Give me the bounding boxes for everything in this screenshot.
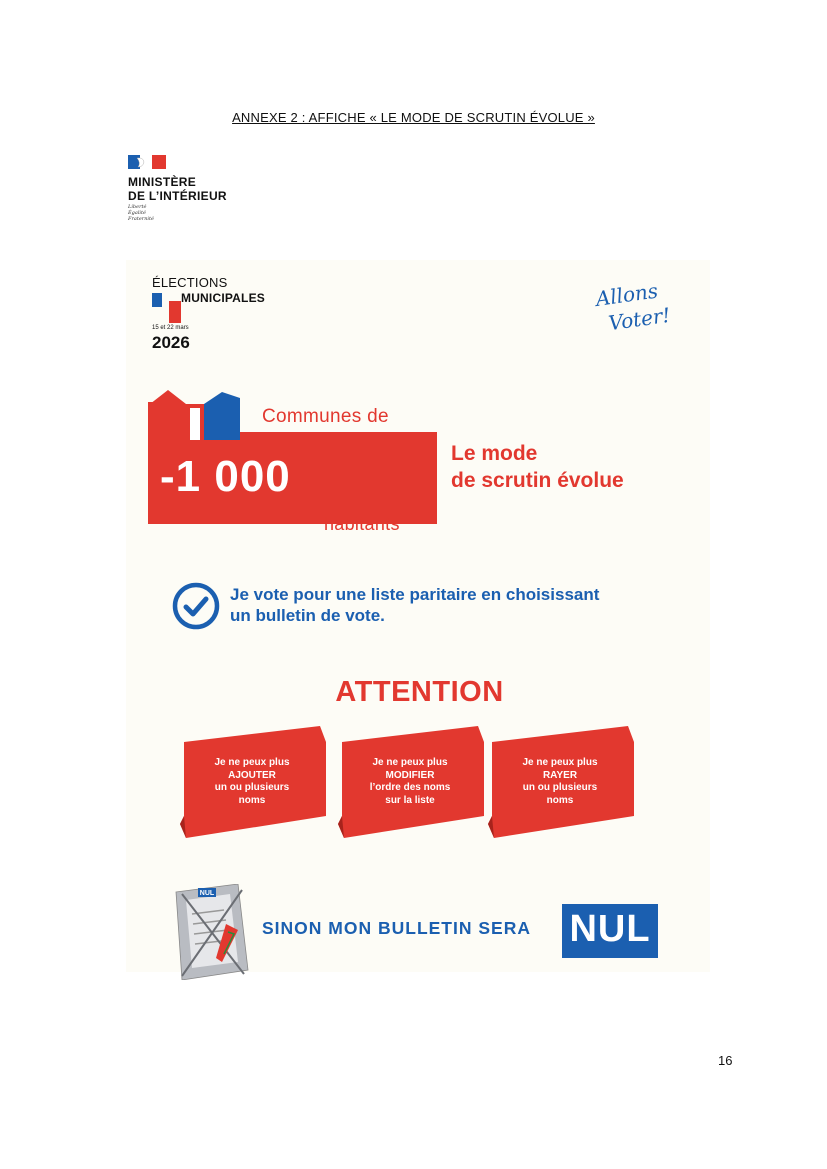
ribbon-ajouter-line1: Je ne peux plus	[214, 757, 290, 768]
ribbon-rayer-line1: Je ne peux plus	[522, 757, 598, 768]
ballot-label: NUL	[199, 890, 215, 897]
ribbon-ajouter-line3: un ou plusieurs	[214, 782, 290, 793]
ribbon-modifier-line1: Je ne peux plus	[372, 757, 448, 768]
headline	[451, 440, 624, 494]
ribbon-modifier-text	[350, 757, 470, 807]
attention-title: ATTENTION	[335, 676, 504, 708]
ribbon-rayer-text	[500, 757, 620, 807]
vote-instruction-line2: un bulletin de vote.	[230, 606, 385, 625]
headline-line1: Le mode	[451, 442, 538, 465]
ribbon-ajouter-line2: AJOUTER	[228, 769, 276, 781]
elections-label: ÉLECTIONS	[152, 275, 228, 290]
annexe-title: ANNEXE 2 : AFFICHE « LE MODE DE SCRUTIN ÉVOLUE »	[232, 110, 595, 125]
municipales-label: MUNICIPALES	[181, 291, 265, 305]
motto-egalite: Égalité	[128, 210, 146, 216]
motto-fraternite: Fraternité	[128, 216, 154, 222]
ministry-motto	[128, 204, 154, 222]
ribbon-modifier-line3: l’ordre des noms	[369, 782, 451, 793]
motto-liberte: Liberté	[128, 204, 147, 210]
marianne-flag-logo-icon	[128, 155, 166, 169]
allons-voter-slogan	[592, 277, 682, 337]
ribbon-ajouter-text	[192, 757, 312, 807]
vote-instruction	[230, 584, 599, 626]
communes-de-label: Communes de	[262, 406, 389, 427]
headline-line2: de scrutin évolue	[451, 469, 624, 492]
vote-instruction-line1: Je vote pour une liste paritaire en choisissant	[230, 585, 600, 604]
checkmark-circle-icon	[172, 582, 220, 630]
town-hall-icon	[150, 388, 250, 440]
ribbon-rayer-line3: un ou plusieurs	[522, 782, 598, 793]
sinon-text: SINON MON BULLETIN SERA	[262, 918, 531, 938]
ministry-name-line2: DE L’INTÉRIEUR	[128, 189, 227, 203]
habitants-label: habitants	[324, 514, 400, 534]
election-dates: 15 et 22 mars	[152, 325, 189, 331]
slogan-line1: Allons	[594, 278, 660, 311]
population-threshold: -1 000	[160, 452, 291, 501]
nul-label: NUL	[569, 908, 651, 950]
election-year: 2026	[152, 333, 190, 352]
ribbon-rayer-line4: noms	[546, 794, 574, 806]
ministry-name-line1: MINISTÈRE	[128, 175, 197, 189]
ministry-name	[128, 175, 227, 203]
ribbon-rayer-line2: RAYER	[542, 769, 578, 781]
elections-flag-red	[169, 301, 181, 323]
ribbon-ajouter-line4: noms	[238, 794, 266, 806]
page-number: 16	[718, 1053, 733, 1068]
slogan-line2: Voter!	[606, 302, 672, 336]
ribbon-modifier-line2: MODIFIER	[385, 769, 435, 781]
elections-flag-blue	[152, 293, 162, 307]
ribbon-modifier-line4: sur la liste	[385, 794, 435, 806]
crossed-ballot-icon	[172, 884, 254, 980]
